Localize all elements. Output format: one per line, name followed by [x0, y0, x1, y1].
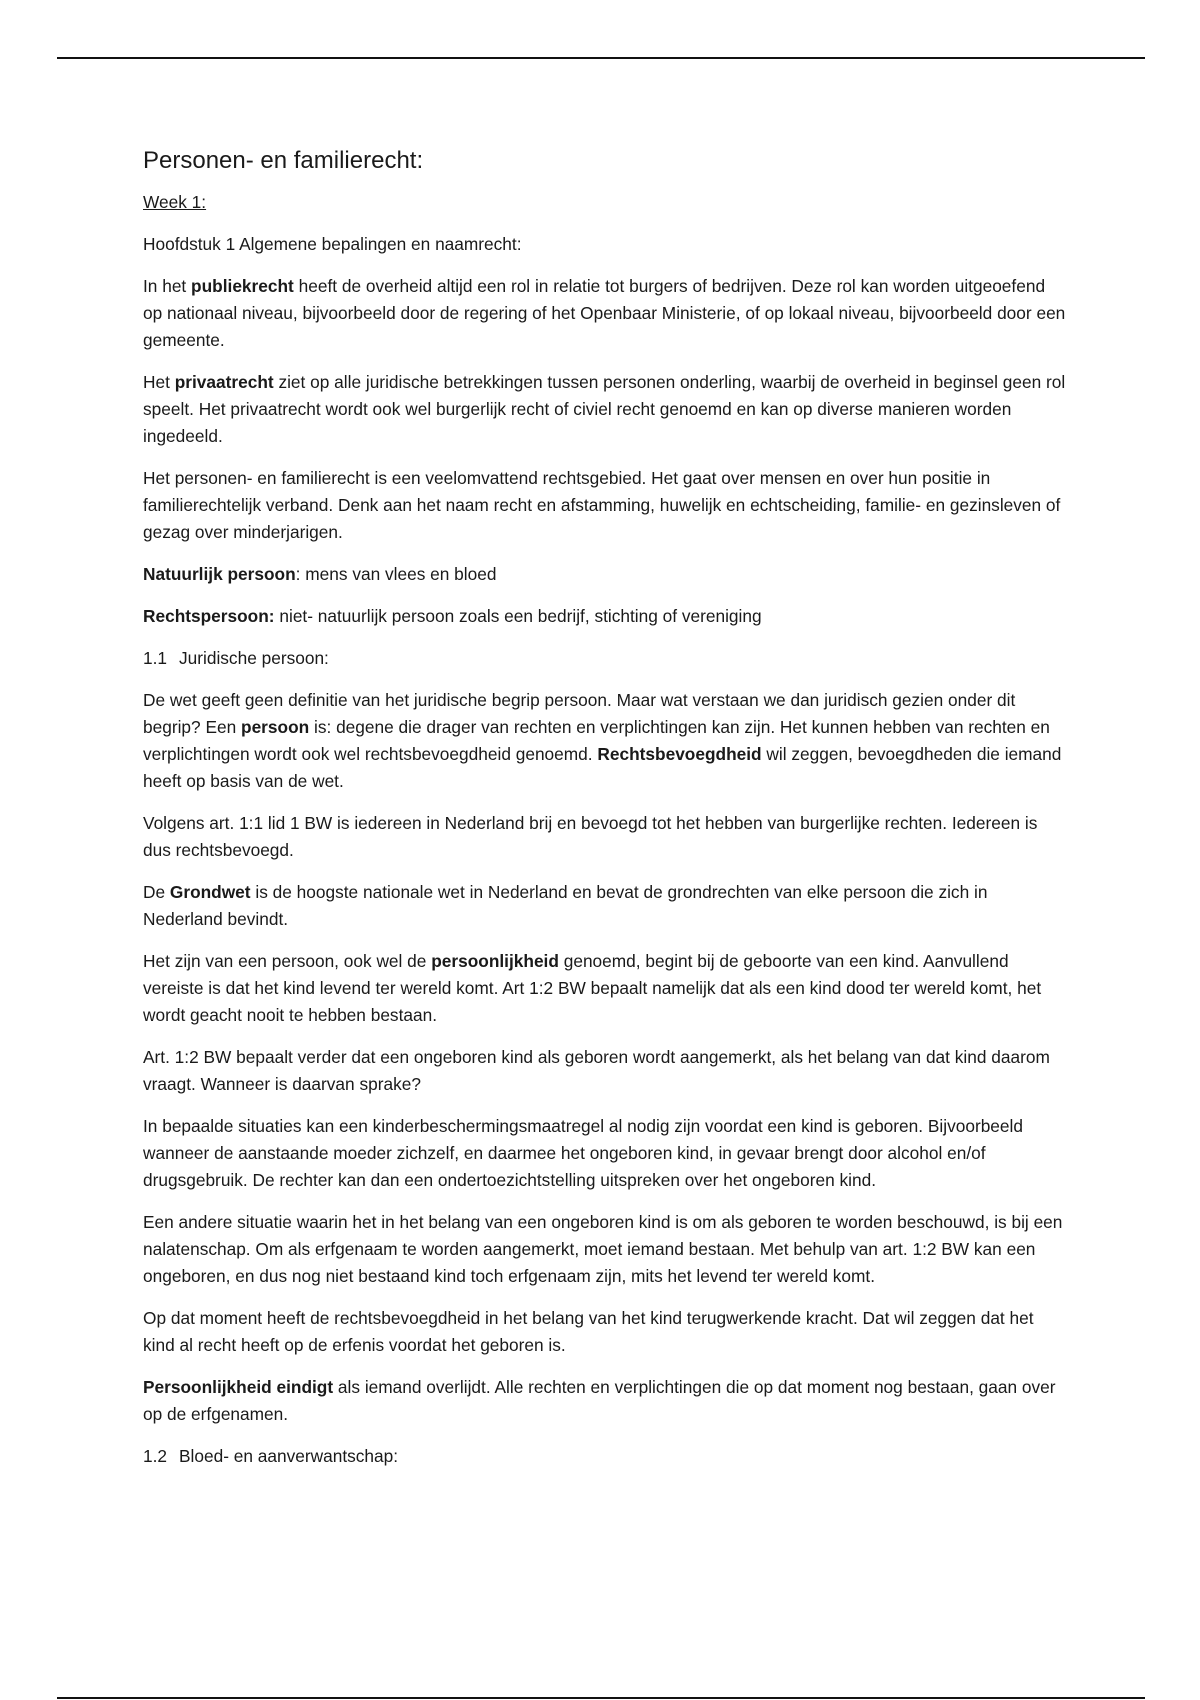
term-rechtsbevoegdheid: Rechtsbevoegdheid [597, 744, 762, 764]
section-number: 1.1 [143, 648, 168, 668]
section-number: 1.2 [143, 1446, 168, 1466]
section-heading-1-1 [143, 645, 1068, 672]
term-persoon: persoon [241, 717, 310, 737]
paragraph-grondwet: De Grondwet is de hoogste nationale wet in Nederland en bevat de grondrechten van elke persoon die zich in Nederland bevindt. [143, 882, 988, 929]
paragraph-terugwerkende-kracht: Op dat moment heeft de rechtsbevoegdheid in het belang van het kind terugwerkende kracht. Dat wil zeggen dat het kind al recht heeft op de erfenis voordat het geboren is. [143, 1308, 1034, 1355]
paragraph-privaatrecht: Het privaatrecht ziet op alle juridische betrekkingen tussen personen onderling, waarbij de overheid in beginsel geen rol speelt. Het privaatrecht wordt ook wel burgerlijk recht of civiel recht genoemd en kan op diverse manieren worden ingedeeld. [143, 372, 1066, 446]
term-privaatrecht: privaatrecht [174, 372, 274, 392]
section-label: Juridische persoon: [179, 648, 329, 668]
paragraph-art-1-1: Volgens art. 1:1 lid 1 BW is iedereen in Nederland brij en bevoegd tot het hebben van burgerlijke rechten. Iedereen is dus rechtsbevoegd. [143, 813, 1038, 860]
term-natuurlijk-persoon: Natuurlijk persoon [143, 564, 296, 584]
term-persoonlijkheid-eindigt: Persoonlijkheid eindigt [143, 1377, 334, 1397]
term-persoonlijkheid: persoonlijkheid [431, 951, 559, 971]
chapter-heading: Hoofdstuk 1 Algemene bepalingen en naamrecht: [143, 234, 522, 254]
paragraph-kinderbescherming: In bepaalde situaties kan een kinderbeschermingsmaatregel al nodig zijn voordat een kind is geboren. Bijvoorbeeld wanneer de aanstaande moeder zichzelf, en daarmee het ongeboren kind, in gevaar brengt door alcohol en/of drugsgebruik. De rechter kan dan een ondertoezichtstelling uitspreken over het ongeboren kind. [143, 1116, 1023, 1190]
header-rule [57, 57, 1145, 59]
paragraph-persoonlijkheid: Het zijn van een persoon, ook wel de persoonlijkheid genoemd, begint bij de geboorte van een kind. Aanvullend vereiste is dat het kind levend ter wereld komt. Art 1:2 BW bepaalt namelijk dat als een kind dood ter wereld komt, het wordt geacht nooit te hebben bestaan. [143, 951, 1042, 1025]
paragraph-publiekrecht: In het publiekrecht heeft de overheid altijd een rol in relatie tot burgers of bedrijven. Deze rol kan worden uitgeoefend op nationaal niveau, bijvoorbeeld door de regering of het Openbaar Ministerie, of op lokaal niveau, bijvoorbeeld door een gemeente. [143, 276, 1066, 350]
section-label: Bloed- en aanverwantschap: [179, 1446, 399, 1466]
section-heading-1-2 [143, 1443, 1068, 1470]
term-rechtspersoon: Rechtspersoon: [143, 606, 275, 626]
term-grondwet: Grondwet [169, 882, 251, 902]
term-publiekrecht: publiekrecht [191, 276, 294, 296]
document-body [143, 145, 1068, 1485]
paragraph-persoon: De wet geeft geen definitie van het juridische begrip persoon. Maar wat verstaan we dan juridisch gezien onder dit begrip? Een persoon is: degene die drager van rechten en verplichtingen kan zijn. Het kunnen hebben van rechten en verplichtingen wordt ook wel rechtsbevoegdheid genoemd. Rechtsbevoegdheid wil zeggen, bevoegdheden die iemand heeft op basis van de wet. [143, 690, 1062, 791]
paragraph-persoonlijkheid-eindigt: Persoonlijkheid eindigt als iemand overlijdt. Alle rechten en verplichtingen die op dat moment nog bestaan, gaan over op de erfgenamen. [143, 1377, 1056, 1424]
paragraph-nalatenschap: Een andere situatie waarin het in het belang van een ongeboren kind is om als geboren te worden beschouwd, is bij een nalatenschap. Om als erfgenaam te worden aangemerkt, moet iemand bestaan. Met behulp van art. 1:2 BW kan een ongeboren, en dus nog niet bestaand kind toch erfgenaam zijn, mits het levend ter wereld komt. [143, 1212, 1063, 1286]
footer-rule [57, 1697, 1145, 1699]
paragraph-art-1-2: Art. 1:2 BW bepaalt verder dat een ongeboren kind als geboren wordt aangemerkt, als het belang van dat kind daarom vraagt. Wanneer is daarvan sprake? [143, 1047, 1050, 1094]
definition-rechtspersoon: Rechtspersoon: niet- natuurlijk persoon zoals een bedrijf, stichting of vereniging [143, 606, 762, 626]
definition-natuurlijk-persoon: Natuurlijk persoon: mens van vlees en bloed [143, 564, 497, 584]
paragraph-familierecht: Het personen- en familierecht is een veelomvattend rechtsgebied. Het gaat over mensen en over hun positie in familierechtelijk verband. Denk aan het naam recht en afstamming, huwelijk en echtscheiding, familie- en gezinsleven of gezag over minderjarigen. [143, 468, 1061, 542]
document-title: Personen- en familierecht: [143, 147, 424, 174]
week-heading: Week 1: [143, 192, 207, 212]
